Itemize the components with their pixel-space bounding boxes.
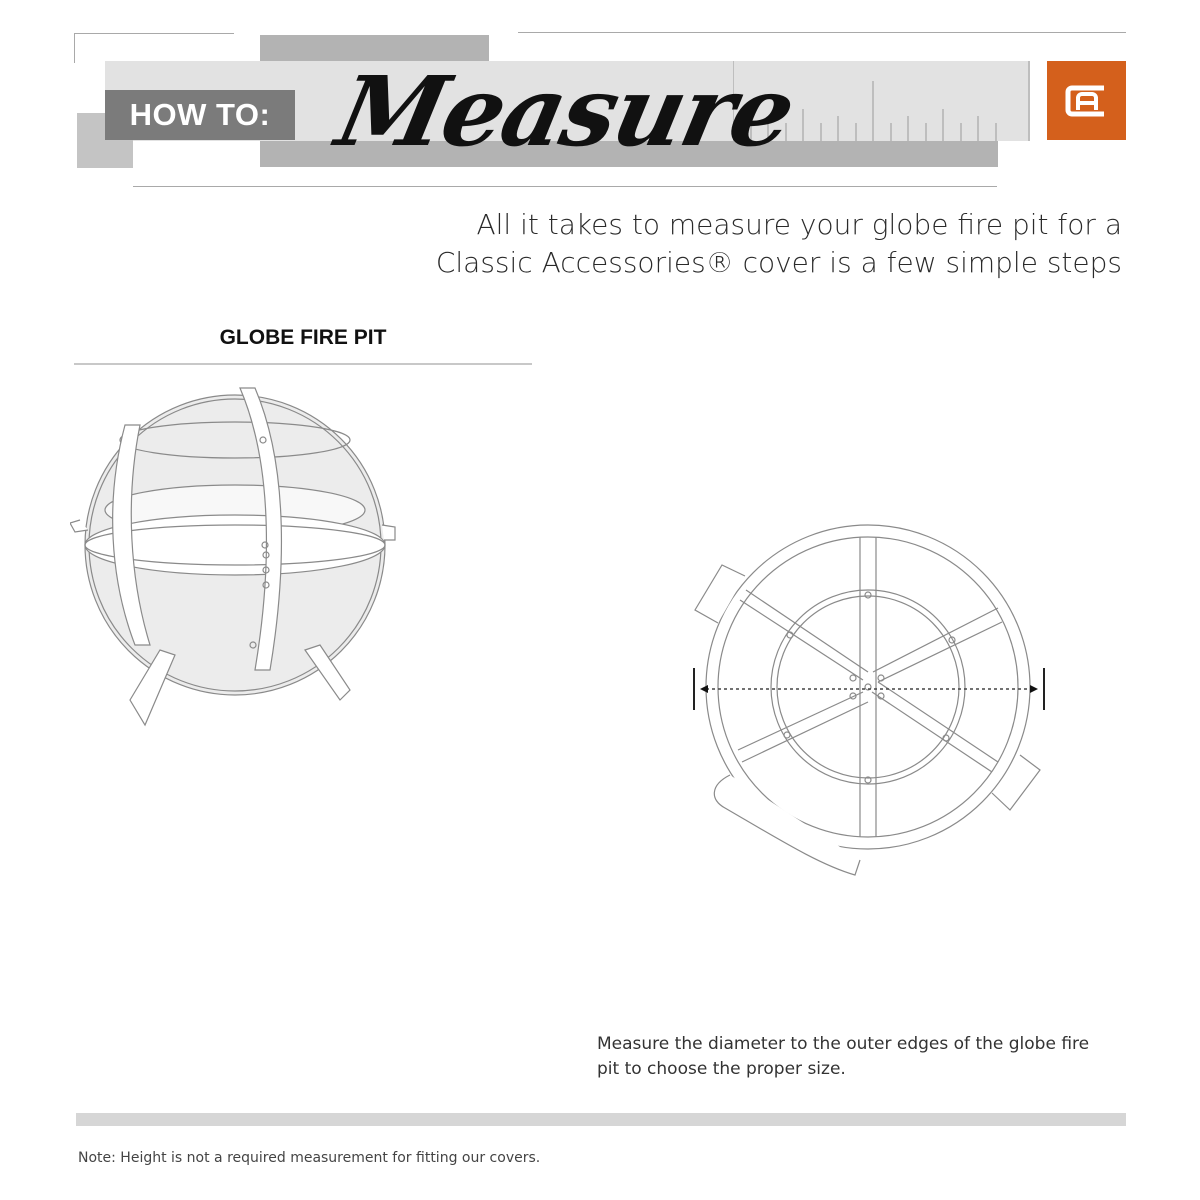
intro-text [436,206,1122,282]
caption-line-2: pit to choose the proper size. [597,1059,846,1079]
header-rule-left-vertical [74,33,75,63]
page-title: Measure [327,55,804,168]
globe-fire-pit-side-view-illustration [70,380,400,740]
header-rule-bottom [133,186,997,187]
how-to-label: HOW TO: [105,90,295,140]
globe-fire-pit-top-view-diameter-illustration [680,510,1060,890]
section-title: GLOBE FIRE PIT [219,326,387,349]
caption-line-1: Measure the diameter to the outer edges of the globe fire [597,1034,1090,1054]
section-title-rule [74,363,532,365]
intro-line-1: All it takes to measure your globe fire pit for a [476,208,1122,241]
classic-accessories-logo-icon [1047,61,1126,140]
diameter-arrow-icon [694,668,1044,710]
header-rule-top-right [518,32,1126,33]
footer-note: Note: Height is not a required measurement for fitting our covers. [78,1150,541,1166]
intro-line-2: Classic Accessories® cover is a few simple steps [435,246,1122,279]
measure-instructions [597,1032,1157,1082]
footer-divider-bar [76,1113,1126,1126]
header-rule-top-left [74,33,234,34]
